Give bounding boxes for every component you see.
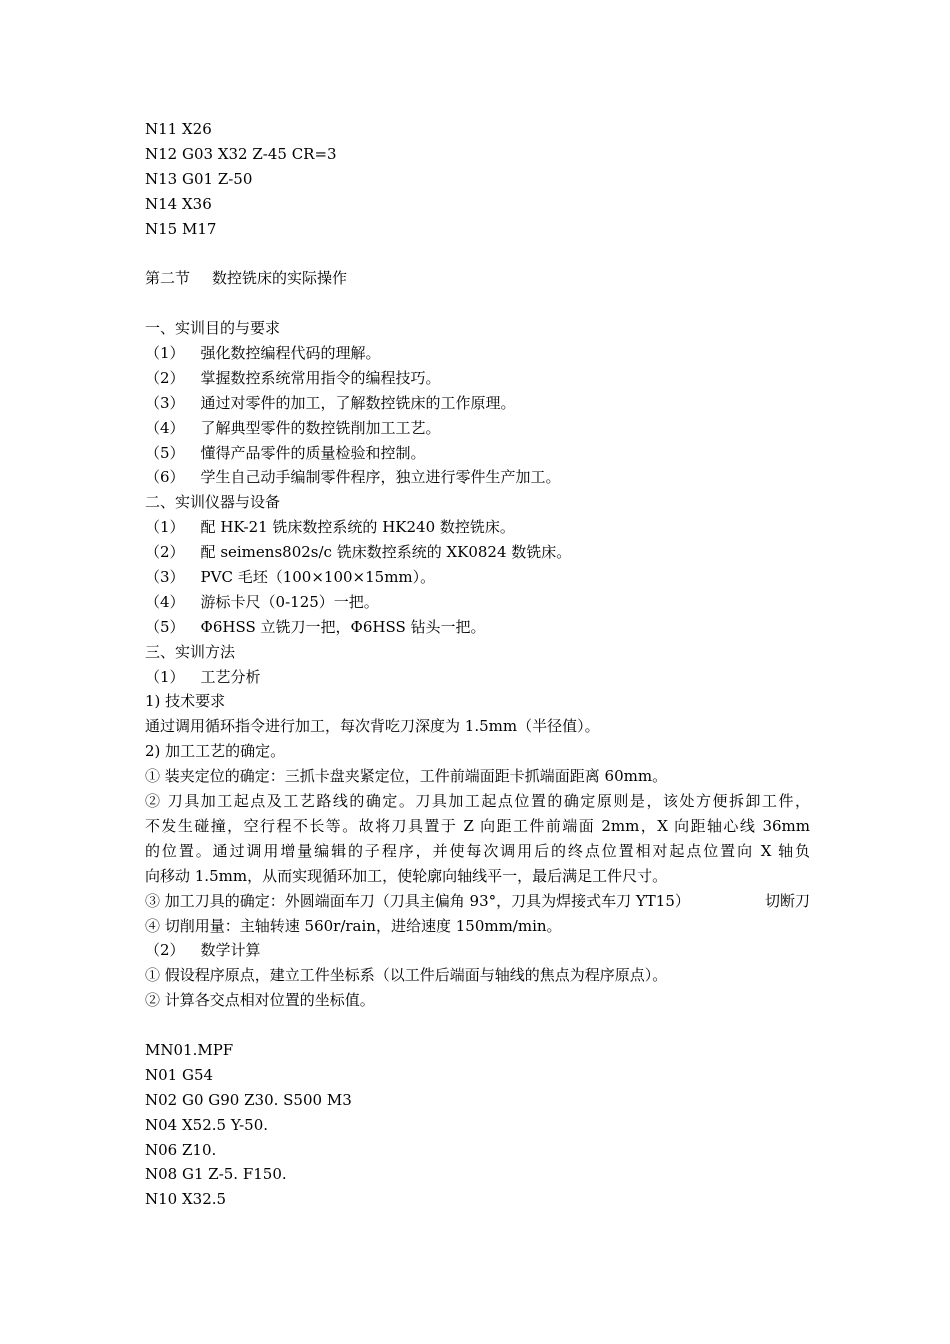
item-number: （4） <box>145 418 185 437</box>
item-number: （1） <box>145 344 185 363</box>
item-text: 了解典型零件的数控铣削加工工艺。 <box>200 418 441 437</box>
tech-req-heading: 1) 技术要求 <box>145 692 226 711</box>
code-line: N01 G54 <box>145 1065 214 1084</box>
document-page <box>145 117 810 1212</box>
blank-line <box>145 291 810 316</box>
item-number: （4） <box>145 592 185 611</box>
item-number: （2） <box>145 368 185 387</box>
section-title: 数控铣床的实际操作 <box>212 269 348 288</box>
code-line: N11 X26 <box>145 120 212 138</box>
item-number: （5） <box>145 617 185 636</box>
code-block-1 <box>145 117 810 241</box>
subsection-heading <box>145 665 810 690</box>
tool-line <box>145 889 810 914</box>
list-item <box>145 366 810 391</box>
list-item <box>145 416 810 441</box>
tool-text: ③ 加工刀具的确定：外圆端面车刀（刀具主偏角 93°，刀具为焊接式车刀 YT15） <box>145 891 690 910</box>
item-number: （1） <box>145 518 185 537</box>
item-number: （5） <box>145 443 185 462</box>
item-number: （6） <box>145 468 185 487</box>
calc-text: ② 计算各交点相对位置的坐标值。 <box>145 991 375 1010</box>
item-text: 数学计算 <box>200 941 261 960</box>
code-line: MN01.MPF <box>145 1040 234 1059</box>
item-text: 懂得产品零件的质量检验和控制。 <box>200 443 426 462</box>
item-text: 工艺分析 <box>200 667 261 686</box>
tech-req-text: 通过调用循环指令进行加工，每次背吃刀深度为 1.5mm（半径值）。 <box>145 717 600 736</box>
cut-text: ④ 切削用量：主轴转速 560r/rain，进给速度 150mm/min。 <box>145 916 562 935</box>
blank-line <box>145 1013 810 1038</box>
item-number: （3） <box>145 393 185 412</box>
route-line: 向移动 1.5mm，从而实现循环加工，使轮廓向轴线平一，最后满足工件尺寸。 <box>145 866 668 885</box>
item-number: （2） <box>145 543 185 562</box>
route-line: ② 刀具加工起点及工艺路线的确定。刀具加工起点位置的确定原则是，该处方便拆卸工件， <box>145 792 810 811</box>
code-line: N08 G1 Z-5. F150. <box>145 1165 287 1184</box>
item-text: 学生自己动手编制零件程序，独立进行零件生产加工。 <box>200 468 561 487</box>
part3-heading: 三、实训方法 <box>145 642 236 661</box>
code-line: N04 X52.5 Y-50. <box>145 1115 269 1134</box>
code-line: N06 Z10. <box>145 1140 217 1159</box>
route-line: 不发生碰撞，空行程不长等。故将刀具置于 Z 向距工件前端面 2mm，X 向距轴心线 36mm <box>145 816 810 835</box>
list-item <box>145 341 810 366</box>
code-line: N13 G01 Z-50 <box>145 169 253 188</box>
section-heading <box>145 266 810 291</box>
item-text: PVC 毛坯（100×100×15mm）。 <box>200 568 436 587</box>
list-item <box>145 565 810 590</box>
item-number: （2） <box>145 941 185 960</box>
route-line: 的位置。通过调用增量编辑的子程序，并使每次调用后的终点位置相对起点位置向 X 轴负 <box>145 841 810 860</box>
item-text: 掌握数控系统常用指令的编程技巧。 <box>200 368 441 387</box>
list-item <box>145 615 810 640</box>
part1-heading: 一、实训目的与要求 <box>145 319 281 338</box>
item-text: 配 HK-21 铣床数控系统的 HK240 数控铣床。 <box>200 518 515 537</box>
list-item <box>145 515 810 540</box>
blank-line <box>145 241 810 266</box>
list-item <box>145 391 810 416</box>
code-line: N12 G03 X32 Z-45 CR=3 <box>145 144 337 163</box>
item-text: 通过对零件的加工，了解数控铣床的工作原理。 <box>200 393 516 412</box>
item-text: 游标卡尺（0-125）一把。 <box>200 592 379 611</box>
list-item <box>145 590 810 615</box>
process-heading: 2) 加工工艺的确定。 <box>145 742 286 761</box>
tool-text-tail: 切断刀 <box>764 891 810 910</box>
code-line: N15 M17 <box>145 219 217 238</box>
code-line: N10 X32.5 <box>145 1190 227 1209</box>
item-number: （1） <box>145 667 185 686</box>
item-number: （3） <box>145 568 185 587</box>
clamp-text: ① 装夹定位的确定：三抓卡盘夹紧定位，工件前端面距卡抓端面距离 60mm。 <box>145 767 668 786</box>
section-number: 第二节 <box>145 269 191 288</box>
part2-heading: 二、实训仪器与设备 <box>145 493 281 512</box>
subsection-heading <box>145 938 810 963</box>
list-item <box>145 441 810 466</box>
item-text: 强化数控编程代码的理解。 <box>200 344 381 363</box>
list-item <box>145 540 810 565</box>
item-text: 配 seimens802s/c 铣床数控系统的 XK0824 数铣床。 <box>200 543 572 562</box>
calc-text: ① 假设程序原点，建立工件坐标系（以工件后端面与轴线的焦点为程序原点）。 <box>145 966 668 985</box>
item-text: Φ6HSS 立铣刀一把，Φ6HSS 钻头一把。 <box>200 617 486 636</box>
code-line: N02 G0 G90 Z30. S500 M3 <box>145 1090 352 1109</box>
code-block-2 <box>145 1038 810 1212</box>
list-item <box>145 465 810 490</box>
code-line: N14 X36 <box>145 194 212 213</box>
